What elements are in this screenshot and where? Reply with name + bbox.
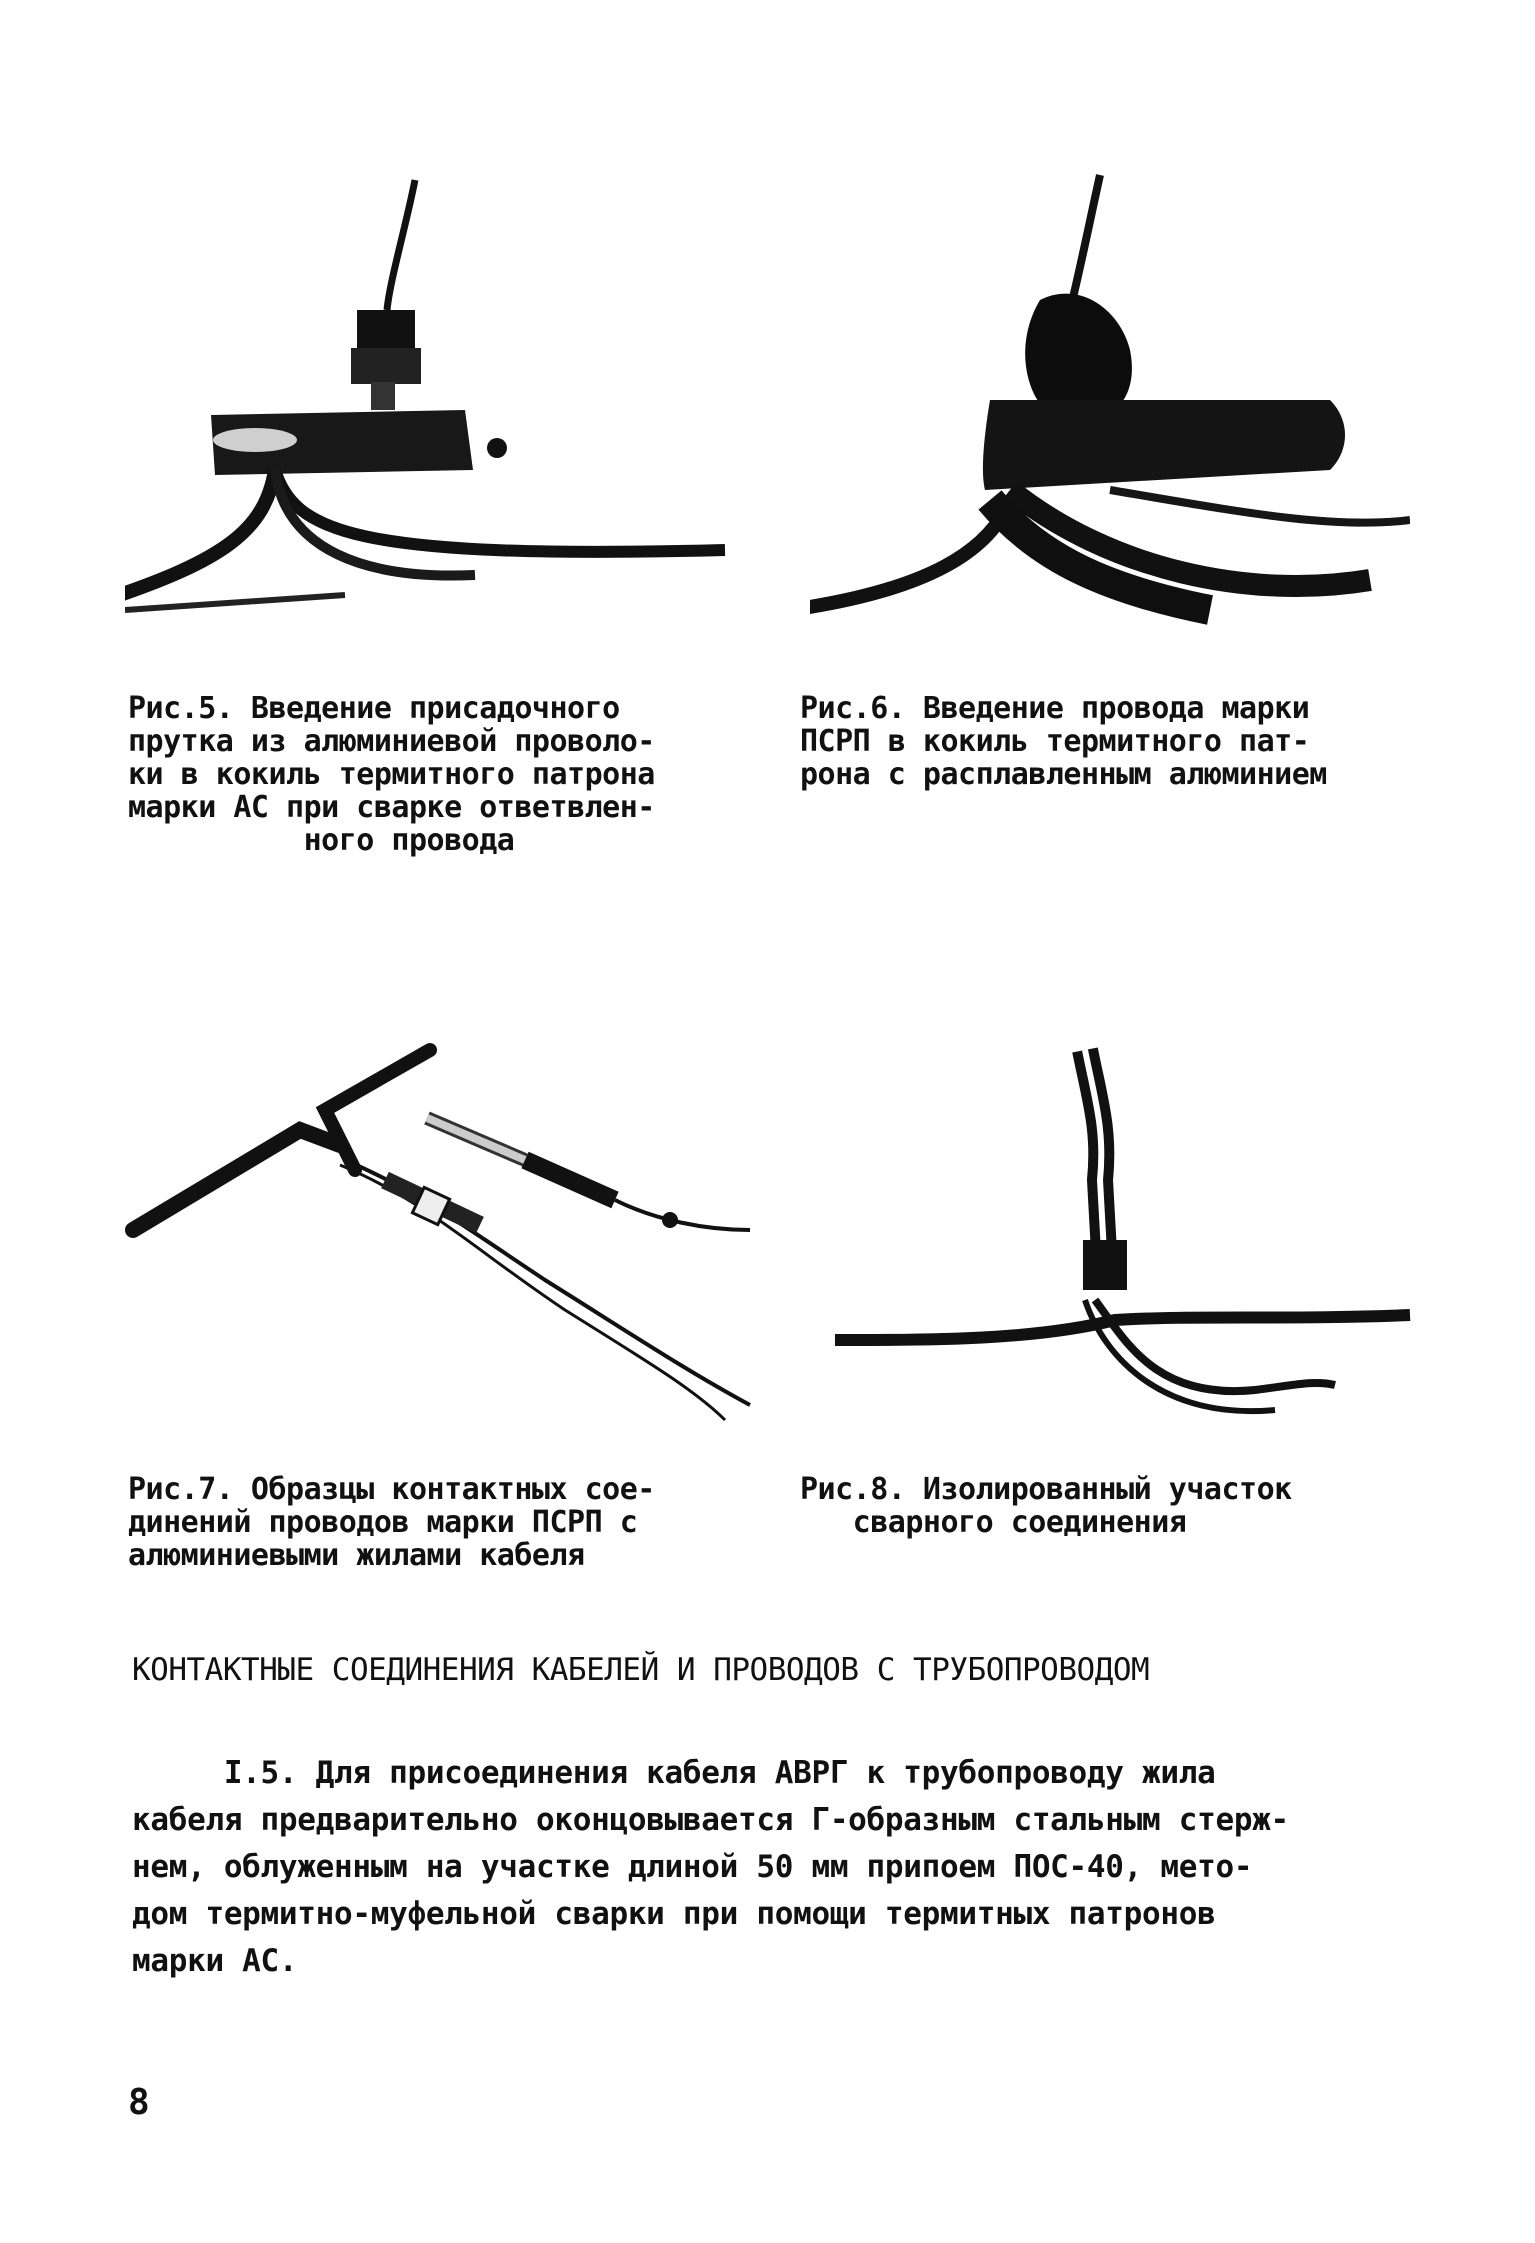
caption-line: прутка из алюминиевой проволо- <box>128 724 655 759</box>
caption-line: Рис.8. Изолированный участок <box>800 1472 1292 1507</box>
caption-line: динений проводов марки ПСРП с <box>128 1505 638 1540</box>
caption-line: алюминиевыми жилами кабеля <box>128 1538 585 1573</box>
paragraph-line: дом термитно-муфельной сварки при помощи термитных патронов <box>132 1896 1216 1932</box>
figure-8-photo <box>835 1040 1415 1440</box>
figure-8-caption <box>800 1473 1292 1539</box>
figure-6-caption <box>800 692 1327 791</box>
paragraph-line: нем, облуженным на участке длиной 50 мм припоем ПОС-40, мето- <box>132 1849 1253 1885</box>
body-paragraph <box>132 1750 1412 1985</box>
caption-line: ПСРП в кокиль термитного пат- <box>800 724 1310 759</box>
paragraph-line: I.5. Для присоединения кабеля АВРГ к трубопроводу жила <box>132 1755 1216 1791</box>
figure-7-photo <box>125 1020 755 1430</box>
section-heading: КОНТАКТНЫЕ СОЕДИНЕНИЯ КАБЕЛЕЙ И ПРОВОДОВ С ТРУБОПРОВОДОМ <box>132 1652 1150 1688</box>
figure-5-caption <box>128 692 655 857</box>
caption-line: ного провода <box>128 823 515 858</box>
page-number: 8 <box>128 2082 150 2123</box>
caption-line: Рис.7. Образцы контактных сое- <box>128 1472 655 1507</box>
figure-7-caption <box>128 1473 655 1572</box>
paragraph-line: кабеля предварительно оконцовывается Г-образным стальным стерж- <box>132 1802 1289 1838</box>
caption-line: Рис.5. Введение присадочного <box>128 691 620 726</box>
caption-line: марки АС при сварке ответвлен- <box>128 790 655 825</box>
paragraph-line: марки АС. <box>132 1943 298 1979</box>
caption-line: ки в кокиль термитного патрона <box>128 757 655 792</box>
figure-5-photo <box>125 170 735 650</box>
figure-6-photo <box>810 170 1410 650</box>
caption-line: сварного соединения <box>800 1505 1187 1540</box>
caption-line: рона с расплавленным алюминием <box>800 757 1327 792</box>
caption-line: Рис.6. Введение провода марки <box>800 691 1310 726</box>
